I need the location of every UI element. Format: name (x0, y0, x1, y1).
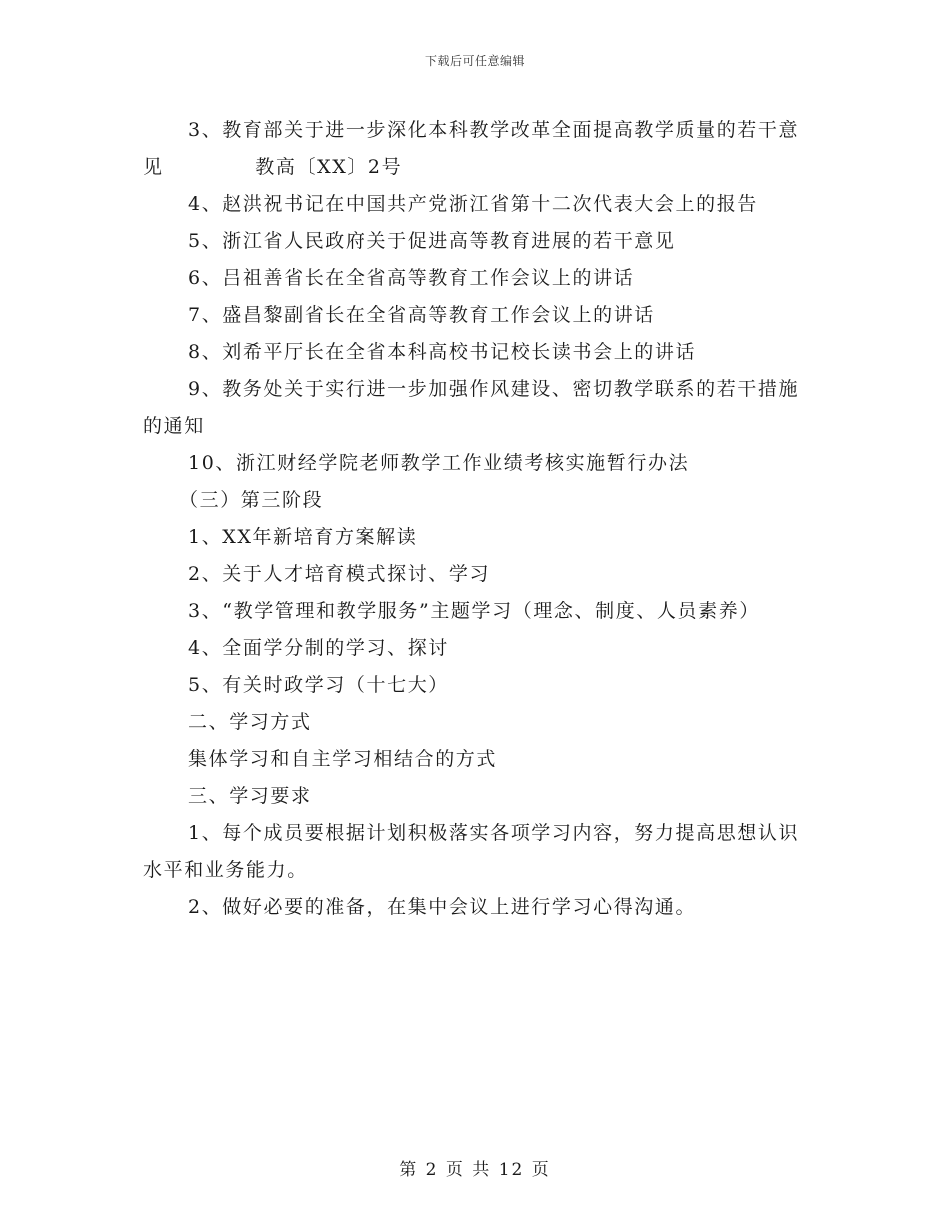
list-item: 3、“教学管理和教学服务”主题学习（理念、制度、人员素养） (188, 600, 760, 622)
list-item: 1、XX年新培育方案解读 (188, 526, 418, 548)
list-item: 1、每个成员要根据计划积极落实各项学习内容，努力提高思想认识水平和业务能力。 (143, 822, 800, 881)
list-item: 8、刘希平厅长在全省本科高校书记校长读书会上的讲话 (188, 341, 697, 363)
section-heading: （三）第三阶段 (179, 489, 324, 511)
list-item: 5、有关时政学习（十七大） (188, 674, 449, 696)
section-heading: 三、学习要求 (188, 785, 312, 807)
paragraph: 集体学习和自主学习相结合的方式 (188, 748, 498, 770)
list-item: 2、关于人才培育模式探讨、学习 (188, 563, 491, 585)
page-footer: 第 2 页 共 12 页 (399, 1160, 551, 1180)
list-item: 4、赵洪祝书记在中国共产党浙江省第十二次代表大会上的报告 (188, 193, 758, 215)
list-item: 9、教务处关于实行进一步加强作风建设、密切教学联系的若干措施的通知 (143, 378, 800, 437)
page-header: 下载后可任意编辑 (424, 54, 525, 68)
list-item: 2、做好必要的准备，在集中会议上进行学习心得沟通。 (188, 896, 697, 918)
section-heading: 二、学习方式 (188, 711, 312, 733)
list-item: 6、吕祖善省长在全省高等教育工作会议上的讲话 (188, 267, 635, 289)
list-item: 3、教育部关于进一步深化本科教学改革全面提高教学质量的若干意见 教高〔XX〕2号 (143, 119, 800, 178)
list-item: 10、浙江财经学院老师教学工作业绩考核实施暂行办法 (188, 452, 690, 474)
list-item: 4、全面学分制的学习、探讨 (188, 637, 449, 659)
list-item: 5、浙江省人民政府关于促进高等教育进展的若干意见 (188, 230, 676, 252)
list-item: 7、盛昌黎副省长在全省高等教育工作会议上的讲话 (188, 304, 655, 326)
document-body (143, 112, 813, 926)
